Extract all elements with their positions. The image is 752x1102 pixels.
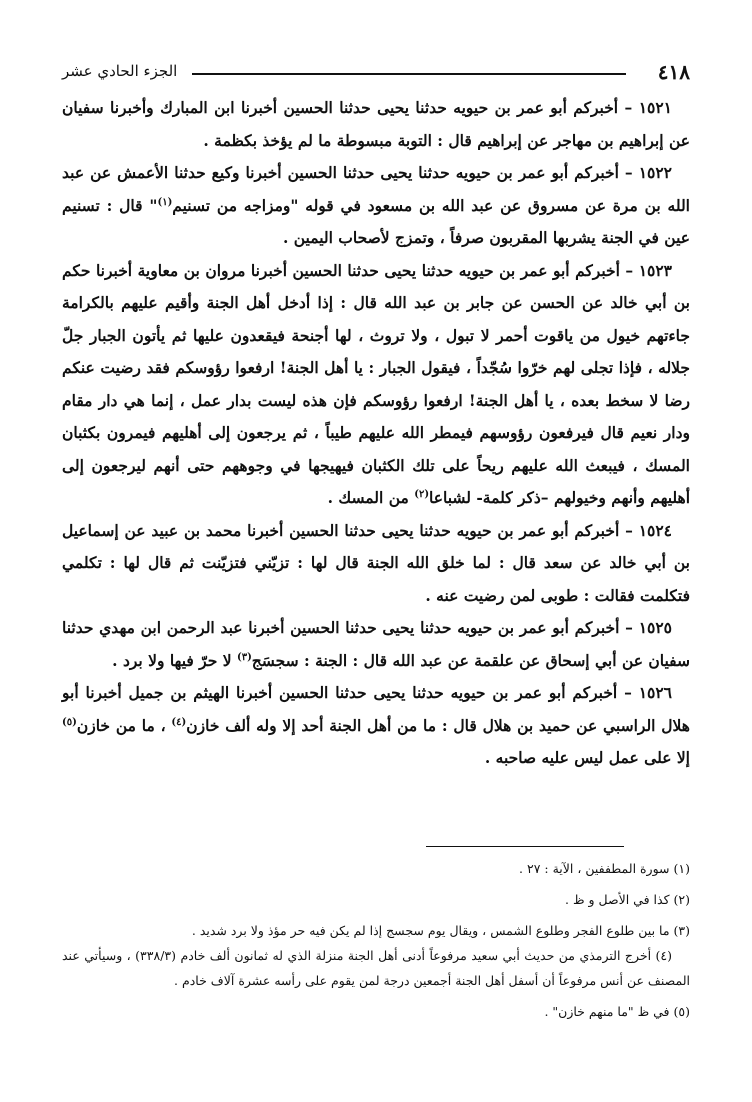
hadith-1521: ١٥٢١ – أخبركم أبو عمر بن حيويه حدثنا يحيى حدثنا الحسين أخبرنا ابن المبارك وأخبرنا سفيان عن إبراهيم بن مهاجر عن إبراهيم قال : التوبة مبسوطة ما لم يؤخذ بكظمة . (62, 98, 690, 150)
page-number: ٤١٨ (657, 60, 690, 84)
main-text (62, 92, 690, 775)
footnote-ref: (١) (157, 196, 173, 208)
footnotes (62, 856, 690, 1024)
footnote-3: (٣) ما بين طلوع الفجر وطلوع الشمس ، ويقال يوم سجسج إذا لم يكن فيه حر مؤذ ولا برد شديد . (191, 923, 690, 938)
hadith-1525: ١٥٢٥ – أخبركم أبو عمر بن حيويه حدثنا يحيى حدثنا الحسين أخبرنا عبد الرحمن ابن مهدي حدثنا سفيان عن أبي إسحاق عن علقمة عن عبد الله قال : الجنة : سجسَج$^{(٣)}$ لا حرّ فيها ولا برد . (62, 618, 690, 670)
hadith-1523: ١٥٢٣ – أخبركم أبو عمر بن حيويه حدثنا يحيى حدثنا الحسين أخبرنا مروان بن معاوية أخبرنا حكم بن أبي خالد عن الحسن عن جابر بن عبد الله قال : إذا أدخل أهل الجنة وأقيم عليهم بالكرامة جاءتهم خيول من ياقوت أحمر لا تبول ، ولا تروث ، لها أجنحة فيقعدون عليها ثم يأتون الجبار جلّ جلاله ، فإذا تجلى لهم خرّوا سُجّداً ، فيقول الجبار : يا أهل الجنة! ارفعوا رؤوسكم فقد رضيت عنكم رضا لا سخط بعده ، يا أهل الجنة! ارفعوا رؤوسكم فإن هذه ليست بدار عمل ، إنما هي دار مقام ودار نعيم قال فيرفعون رؤوسهم فيمطر الله عليهم طيباً ، ثم يرجعون إلى أهليهم فيمرون بكثبان المسك ، فيبعث الله عليهم ريحاً على تلك الكثبان فيهيجها في وجوههم حتى أنهم ليرجعون إلى أهليهم وأنهم وخيولهم –ذكر كلمة- لشباعا$^{(٢)}$ من المسك . (62, 260, 690, 507)
footnote-ref: (٣) (236, 651, 252, 663)
footnote-5: (٥) في ظ "ما منهم خازن" . (544, 1004, 690, 1019)
hadith-1522: ١٥٢٢ – أخبركم أبو عمر بن حيويه حدثنا يحيى حدثنا الحسين أخبرنا وكيع حدثنا الأعمش عن عبد الله بن مرة عن مسروق عن عبد الله بن مسعود في قوله "ومزاجه من تسنيم$^{(١)}$" قال : تسنيم عين في الجنة يشربها المقربون صرفاً ، وتمزج لأصحاب اليمين . (62, 163, 690, 247)
footnote-ref: (٢) (414, 488, 430, 500)
footnote-2: (٢) كذا في الأصل و ظ . (565, 892, 690, 907)
footnote-4: (٤) أخرج الترمذي من حديث أبي سعيد مرفوعاً أدنى أهل الجنة منزلة الذي له ثمانون ألف خادم (٣٣٨/٣) ، وسيأتي عند المصنف عن أنس مرفوعاً أن أسفل أهل الجنة أجمعين درجة لمن يقوم على رأسه عشرة آلاف خادم . (62, 948, 690, 988)
page-header (62, 60, 690, 88)
running-title: الجزء الحادي عشر (62, 62, 178, 80)
header-rule (192, 73, 626, 75)
hadith-1526: ١٥٢٦ – أخبركم أبو عمر بن حيويه حدثنا يحيى حدثنا الحسين أخبرنا الهيثم بن جميل أخبرنا أبو هلال الراسبي عن حميد بن هلال قال : ما من أهل الجنة أحد إلا وله ألف خازن$^{(٤)}$ ، ما من خازن$^{(٥)}$ إلا على عمل ليس عليه صاحبه . (62, 683, 690, 767)
footnote-ref: (٤) (171, 716, 187, 728)
footnote-1: (١) سورة المطففين ، الآية : ٢٧ . (519, 861, 690, 876)
footnote-ref: (٥) (62, 716, 77, 728)
footnote-separator (426, 846, 624, 847)
hadith-1524: ١٥٢٤ – أخبركم أبو عمر بن حيويه حدثنا يحيى حدثنا الحسين أخبرنا محمد بن عبيد عن إسماعيل بن أبي خالد عن سعد قال : لما خلق الله الجنة قال لها : تزيّني فتزيّنت ثم قال لها : تكلمي فتكلمت فقالت : طوبى لمن رضيت عنه . (62, 520, 690, 605)
